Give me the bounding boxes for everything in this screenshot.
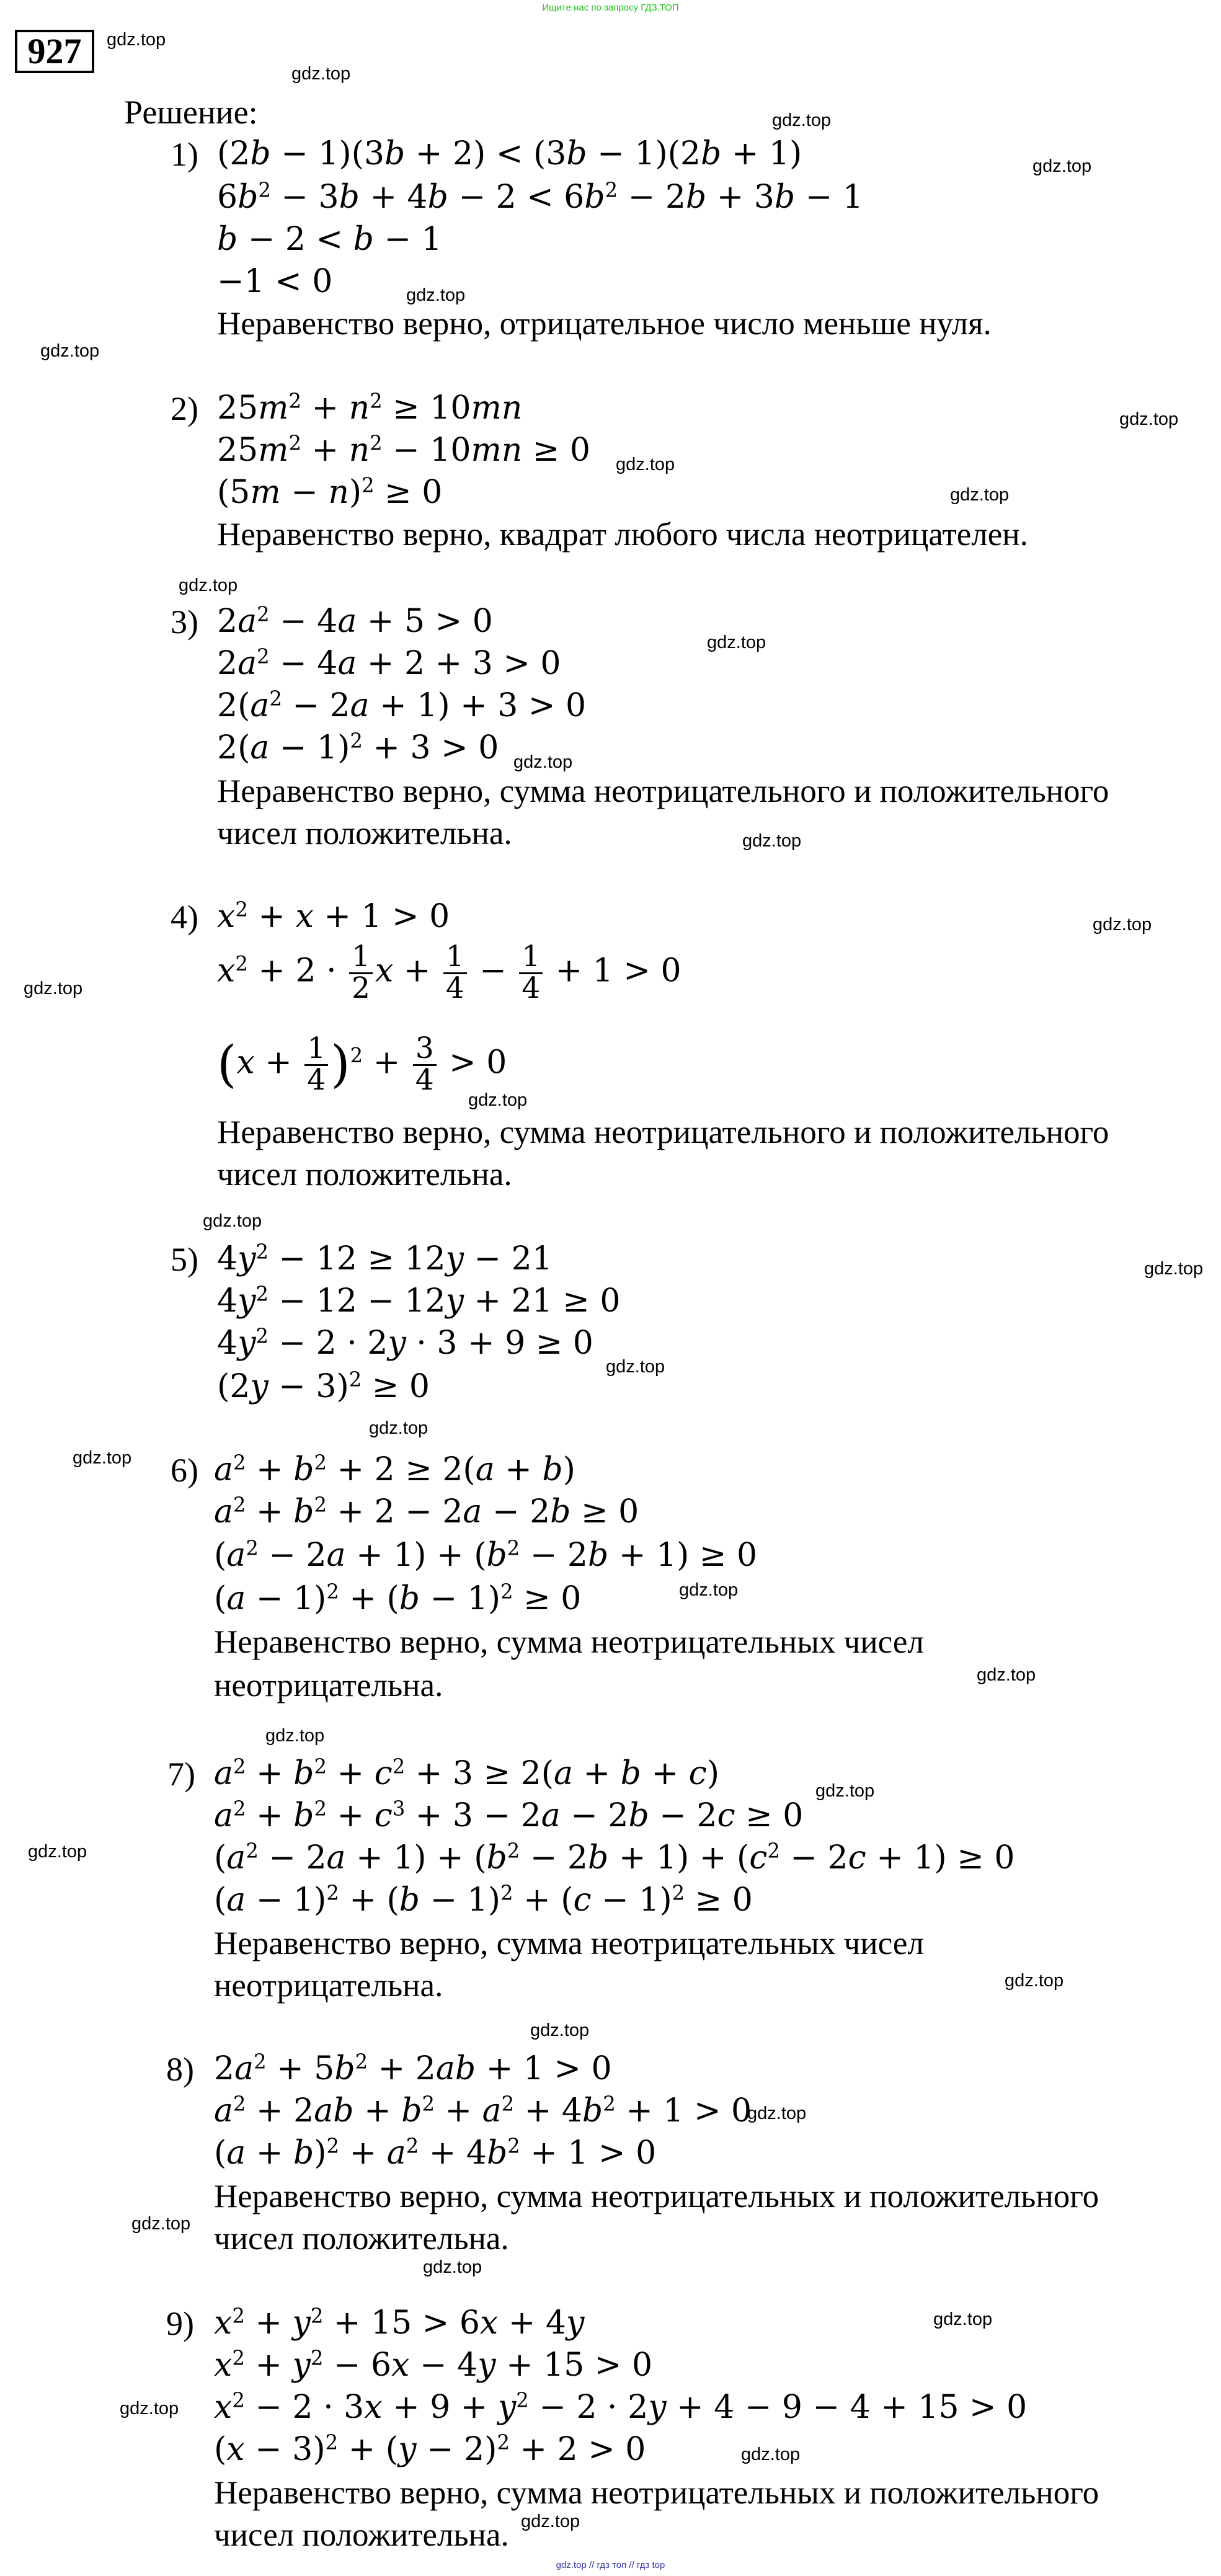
conclusion-text: Неравенство верно, отрицательное число меньше нуля. (217, 306, 992, 342)
math-line: $a^2 + b^2 + 2 \ge 2(a + b)$ (214, 1450, 575, 1488)
watermark: gdz.top (933, 2309, 993, 2329)
math-line: $4y^2 - 12 \ge 12y - 21$ (217, 1240, 553, 1277)
item-number: 6) (171, 1452, 198, 1489)
conclusion-text: Неравенство верно, квадрат любого числа неотрицателен. (217, 517, 1028, 553)
conclusion-text: чисел положительна. (214, 2221, 509, 2257)
conclusion-text: чисел положительна. (217, 1157, 512, 1193)
conclusion-text: Неравенство верно, сумма неотрицательных и положительного (214, 2475, 1099, 2511)
conclusion-text: неотрицательна. (214, 1668, 443, 1703)
watermark: gdz.top (24, 979, 83, 998)
conclusion-text: чисел положительна. (214, 2517, 509, 2553)
math-line: $6b^2 - 3b + 4b - 2 < 6b^2 - 2b + 3b - 1$ (217, 178, 863, 216)
math-line: $(a^2 - 2a + 1) + (b^2 - 2b + 1) + (c^2 - 2c + 1) \ge 0$ (214, 1839, 1015, 1876)
watermark: gdz.top (291, 64, 351, 84)
watermark: gdz.top (707, 633, 766, 652)
watermark: gdz.top (40, 341, 100, 361)
watermark: gdz.top (265, 1726, 325, 1746)
math-line: $x^2 - 2 \cdot 3x + 9 + y^2 - 2 \cdot 2y + 4 - 9 - 4 + 15 > 0$ (214, 2388, 1028, 2426)
math-line: $a^2 + b^2 + c^2 + 3 \ge 2(a + b + c)$ (214, 1754, 719, 1792)
math-line: $2a^2 - 4a + 5 > 0$ (217, 602, 493, 640)
math-line: (x + $\frac{1}{4}$ )$^2$ + $\frac{3}{4}$ > 0 (217, 1032, 507, 1097)
item-number: 9) (166, 2305, 194, 2342)
math-line: $x^2 + x + 1 > 0$ (217, 897, 450, 935)
watermark: gdz.top (950, 485, 1010, 505)
watermark: gdz.top (468, 1090, 528, 1110)
math-line: $2a^2 + 5b^2 + 2ab + 1 > 0$ (214, 2050, 612, 2087)
math-line: $(a + b)^2 + a^2 + 4b^2 + 1 > 0$ (214, 2134, 657, 2172)
item-number: 4) (171, 899, 198, 936)
math-line: $25m^2 + n^2 \ge 10mn$ (217, 389, 523, 427)
watermark: gdz.top (1119, 409, 1179, 429)
math-line: $2a^2 - 4a + 2 + 3 > 0$ (217, 644, 561, 682)
math-line: $2(a^2 - 2a + 1) + 3 > 0$ (217, 686, 587, 724)
conclusion-text: Неравенство верно, сумма неотрицательных чисел (214, 1624, 924, 1660)
math-line: $2(a - 1)^2 + 3 > 0$ (217, 729, 499, 766)
math-line: $25m^2 + n^2 - 10mn \ge 0$ (217, 431, 590, 469)
top-banner[interactable]: Ищите нас по запросу ГДЗ.ТОП (542, 2, 679, 13)
math-line: b − 2 < b − 1 (217, 221, 442, 258)
math-line: $a^2 + 2ab + b^2 + a^2 + 4b^2 + 1 > 0$ (214, 2092, 752, 2130)
watermark: gdz.top (423, 2257, 482, 2277)
math-line: $x^2 + y^2 + 15 > 6x + 4y$ (214, 2304, 585, 2342)
item-number: 5) (171, 1241, 198, 1278)
watermark: gdz.top (530, 2020, 590, 2040)
watermark: gdz.top (815, 1781, 875, 1801)
math-line: $4y^2 - 2 \cdot 2y \cdot 3 + 9 \ge 0$ (217, 1324, 593, 1362)
conclusion-text: чисел положительна. (217, 815, 512, 851)
watermark: gdz.top (406, 285, 466, 305)
watermark: gdz.top (131, 2214, 191, 2234)
footer-links[interactable]: gdz.top // гдз топ // гдз top (556, 2560, 665, 2570)
watermark: gdz.top (741, 2445, 801, 2464)
item-number: 2) (171, 390, 198, 427)
conclusion-text: Неравенство верно, сумма неотрицательного и положительного (217, 773, 1109, 809)
watermark: gdz.top (1032, 156, 1092, 176)
item-number: 8) (166, 2051, 194, 2088)
solution-heading: Решение: (124, 94, 258, 131)
watermark: gdz.top (179, 575, 238, 595)
conclusion-text: Неравенство верно, сумма неотрицательных чисел (214, 1925, 924, 1961)
watermark: gdz.top (28, 1842, 87, 1862)
item-number: 1) (171, 136, 198, 173)
conclusion-text: Неравенство верно, сумма неотрицательного и положительного (217, 1114, 1109, 1150)
watermark: gdz.top (521, 2512, 580, 2531)
watermark: gdz.top (616, 455, 675, 474)
task-number: 927 (15, 30, 94, 73)
math-line: $4y^2 - 12 - 12y + 21 \ge 0$ (217, 1282, 621, 1320)
math-line: $(a^2 - 2a + 1) + (b^2 - 2b + 1) \ge 0$ (214, 1536, 758, 1574)
watermark: gdz.top (1005, 1971, 1064, 1991)
watermark: gdz.top (1093, 915, 1152, 935)
math-line: $(a - 1)^2 + (b - 1)^2 + (c - 1)^2 \ge 0$ (214, 1881, 753, 1919)
watermark: gdz.top (742, 831, 802, 851)
math-line: −1 < 0 (217, 263, 333, 300)
conclusion-text: неотрицательна. (214, 1968, 443, 2004)
watermark: gdz.top (747, 2103, 807, 2123)
conclusion-text: Неравенство верно, сумма неотрицательных и положительного (214, 2178, 1099, 2214)
watermark: gdz.top (107, 30, 166, 50)
watermark: gdz.top (369, 1418, 428, 1438)
watermark: gdz.top (120, 2399, 179, 2418)
watermark: gdz.top (1144, 1259, 1204, 1279)
watermark: gdz.top (679, 1580, 739, 1600)
item-number: 3) (171, 603, 198, 641)
watermark: gdz.top (606, 1357, 665, 1377)
watermark: gdz.top (73, 1448, 132, 1468)
math-line: $a^2 + b^2 + 2 - 2a - 2b \ge 0$ (214, 1493, 639, 1530)
math-line: $(5m - n)^2 \ge 0$ (217, 473, 443, 511)
math-line: $x^2 + y^2 - 6x - 4y + 15 > 0$ (214, 2346, 653, 2384)
watermark: gdz.top (513, 752, 573, 772)
watermark: gdz.top (772, 110, 832, 130)
watermark: gdz.top (203, 1211, 262, 1231)
math-line: $x^2 + 2$ · $\frac{1}{2}$ x + $\frac{1}{4}$ − $\frac{1}{4}$ + 1 > 0 (217, 940, 682, 1005)
item-number: 7) (167, 1756, 195, 1793)
math-line: $(a - 1)^2 + (b - 1)^2 \ge 0$ (214, 1579, 582, 1617)
watermark: gdz.top (977, 1665, 1036, 1685)
math-line: $a^2 + b^2 + c^3 + 3 - 2a - 2b - 2c \ge 0$ (214, 1797, 804, 1834)
math-line: (2b − 1)(3b + 2) < (3b − 1)(2b + 1) (217, 135, 802, 172)
math-line: $(x - 3)^2 + (y - 2)^2 + 2 > 0$ (214, 2430, 646, 2468)
math-line: $(2y - 3)^2 \ge 0$ (217, 1367, 430, 1405)
